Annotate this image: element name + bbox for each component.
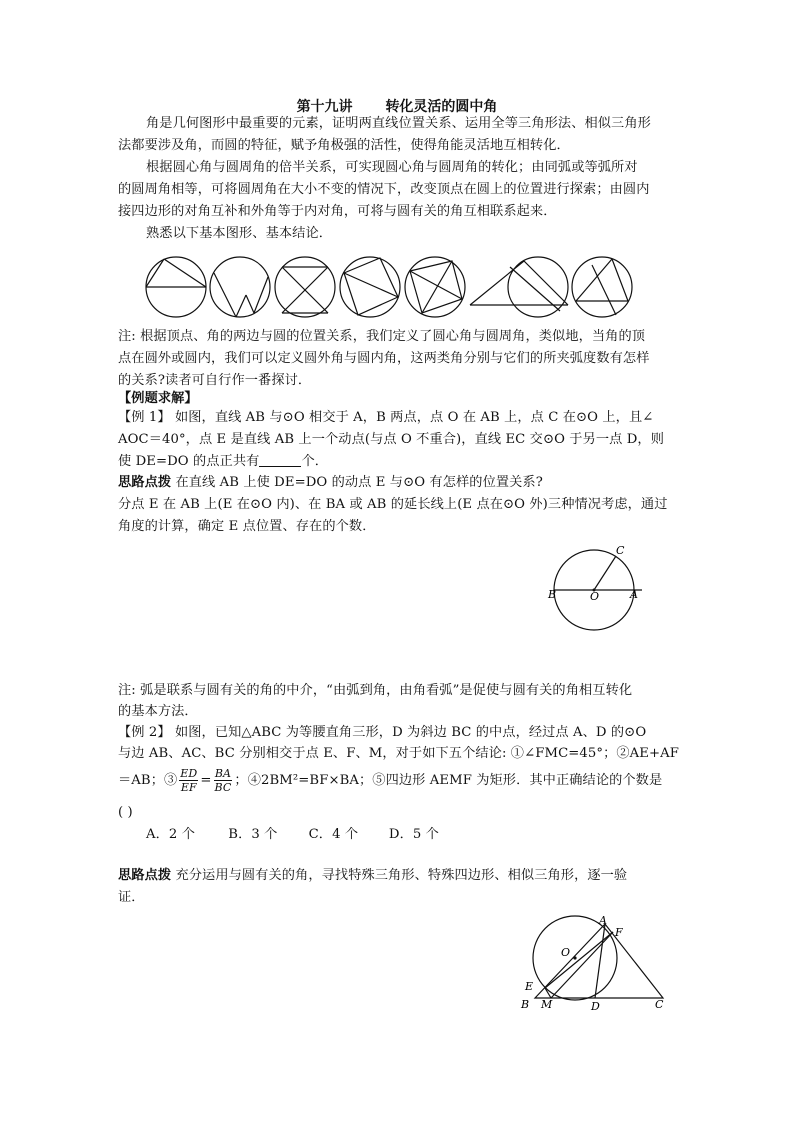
lecture-topic: 转化灵活的圆中角 [385, 99, 498, 115]
choice-a: A．2 个 [146, 827, 195, 842]
fraction-ba-bc: $\frac{BA}{BC}$ [214, 767, 232, 794]
note1-line-1: 注: 根据顶点、角的两边与圆的位置关系，我们定义了圆心角与圆周角，类似地，当角的顶 [118, 329, 646, 344]
choice-c: C．4 个 [308, 827, 359, 842]
intro-line-6: 熟悉以下基本图形、基本结论． [146, 226, 333, 241]
answer-parentheses: ( ) [118, 805, 133, 820]
answer-blank [259, 453, 301, 467]
example1-line-3 [118, 451, 678, 473]
basic-figure-1 [146, 257, 206, 317]
example2-label: 【例 2】 [118, 725, 171, 740]
basic-figure-2 [210, 257, 270, 317]
example2-figure [515, 910, 675, 1015]
example2-line-3 [118, 764, 678, 798]
fig2-label-b: B [521, 998, 530, 1011]
note1-line-3: 的关系?读者可自行作一番探讨． [118, 373, 312, 388]
fig2-label-e: E [525, 980, 534, 993]
fig1-label-a: A [630, 588, 638, 601]
example2-text-3b: ；④2BM²=BF×BA；⑤四边形 AEMF 为矩形．其中正确结论的个数是 [234, 773, 663, 788]
fig1-label-o: O [590, 590, 600, 603]
example2-hint-line-2: 证． [118, 890, 145, 905]
example1-line-2: AOC＝40°，点 E 是直线 AB 上一个动点(与点 O 不重合)，直线 EC 交⊙O 于另一点 D，则 [118, 432, 664, 447]
fig2-label-a: A [599, 914, 607, 927]
example1-hint-line-2: 分点 E 在 AB 上(E 在⊙O 内)、在 BA 或 AB 的延长线上(E 点在⊙O 外)三种情况考虑，通过 [118, 497, 668, 512]
example1-hint-line-3: 角度的计算，确定 E 点位置、存在的个数． [118, 519, 376, 534]
fig2-label-d: D [591, 1000, 600, 1013]
example2-text-1: 如图，已知△ABC 为等腰直角三形，D 为斜边 BC 的中点，经过点 A、D 的⊙O [174, 725, 647, 740]
fig2-label-o: O [561, 946, 571, 959]
example1-hint-text-1: 在直线 AB 上使 DE=DO 的动点 E 与⊙O 有怎样的位置关系? [175, 475, 543, 490]
basic-figure-4 [340, 257, 400, 317]
basic-figure-5 [405, 257, 465, 317]
example2-hint-label: 思路点拨 [118, 868, 172, 883]
example1-hint-line-1 [118, 472, 678, 494]
fig2-label-f: F [615, 926, 623, 939]
note2-line-2: 的基本方法． [118, 704, 198, 719]
fig2-label-m: M [541, 998, 553, 1011]
choice-b: B．3 个 [228, 827, 278, 842]
note1-line-2: 点在圆外或圆内，我们可以定义圆外角与圆内角，这两类角分别与它们的所夹弧度数有怎样 [118, 351, 650, 366]
choices-row [146, 824, 706, 846]
intro-line-5: 接四边形的对角互补和外角等于内对角，可将与圆有关的角互相联系起来． [118, 204, 557, 219]
section-heading: 【例题求解】 [118, 391, 198, 406]
example1-hint-label: 思路点拨 [118, 475, 172, 490]
choice-d: D．5 个 [388, 827, 439, 842]
example2-hint-text-1: 充分运用与圆有关的角，寻找特殊三角形、特殊四边形、相似三角形，逐一验 [175, 868, 628, 883]
basic-figures-row [140, 255, 640, 323]
basic-figure-3 [275, 257, 335, 317]
example2-text-3a: ＝AB；③ [118, 773, 178, 788]
example2-line-1 [118, 722, 678, 744]
lecture-number: 第十九讲 [296, 99, 353, 115]
example2-hint-line-1 [118, 865, 678, 887]
example1-text-4: 个． [301, 454, 329, 469]
intro-line-1: 角是几何图形中最重要的元素，证明两直线位置关系、运用全等三角形法、相似三角形 [146, 116, 651, 131]
example1-line-1 [118, 407, 678, 429]
basic-figure-6 [470, 257, 568, 317]
example1-figure [540, 540, 650, 660]
example1-text-3: 使 DE=DO 的点正共有 [118, 454, 260, 469]
intro-line-3: 根据圆心角与圆周角的倍半关系，可实现圆心角与圆周角的转化；由同弧或等弧所对 [146, 160, 638, 175]
intro-line-4: 的圆周角相等，可将圆周角在大小不变的情况下，改变顶点在圆上的位置进行探索；由圆内 [118, 182, 650, 197]
note2-line-1: 注: 弧是联系与圆有关的角的中介，“由弧到角，由角看弧”是促使与圆有关的角相互转化 [118, 683, 633, 698]
equals-sign: = [200, 773, 212, 788]
intro-line-2: 法都要涉及角，而圆的特征，赋予角极强的活性，使得角能灵活地互相转化． [118, 138, 570, 153]
example2-line-2: 与边 AB、AC、BC 分别相交于点 E、F、M，对于如下五个结论: ①∠FMC=45°；②AE+AF [118, 746, 680, 761]
basic-figure-7 [572, 257, 632, 317]
example1-label: 【例 1】 [118, 410, 171, 425]
fig2-label-c: C [655, 998, 664, 1011]
example1-text-1: 如图，直线 AB 与⊙O 相交于 A，B 两点，点 O 在 AB 上，点 C 在⊙O 上，且∠ [174, 410, 654, 425]
fig1-label-c: C [616, 544, 625, 557]
fig1-label-b: B [548, 588, 557, 601]
fraction-ed-ef: $\frac{ED}{EF}$ [180, 767, 198, 794]
